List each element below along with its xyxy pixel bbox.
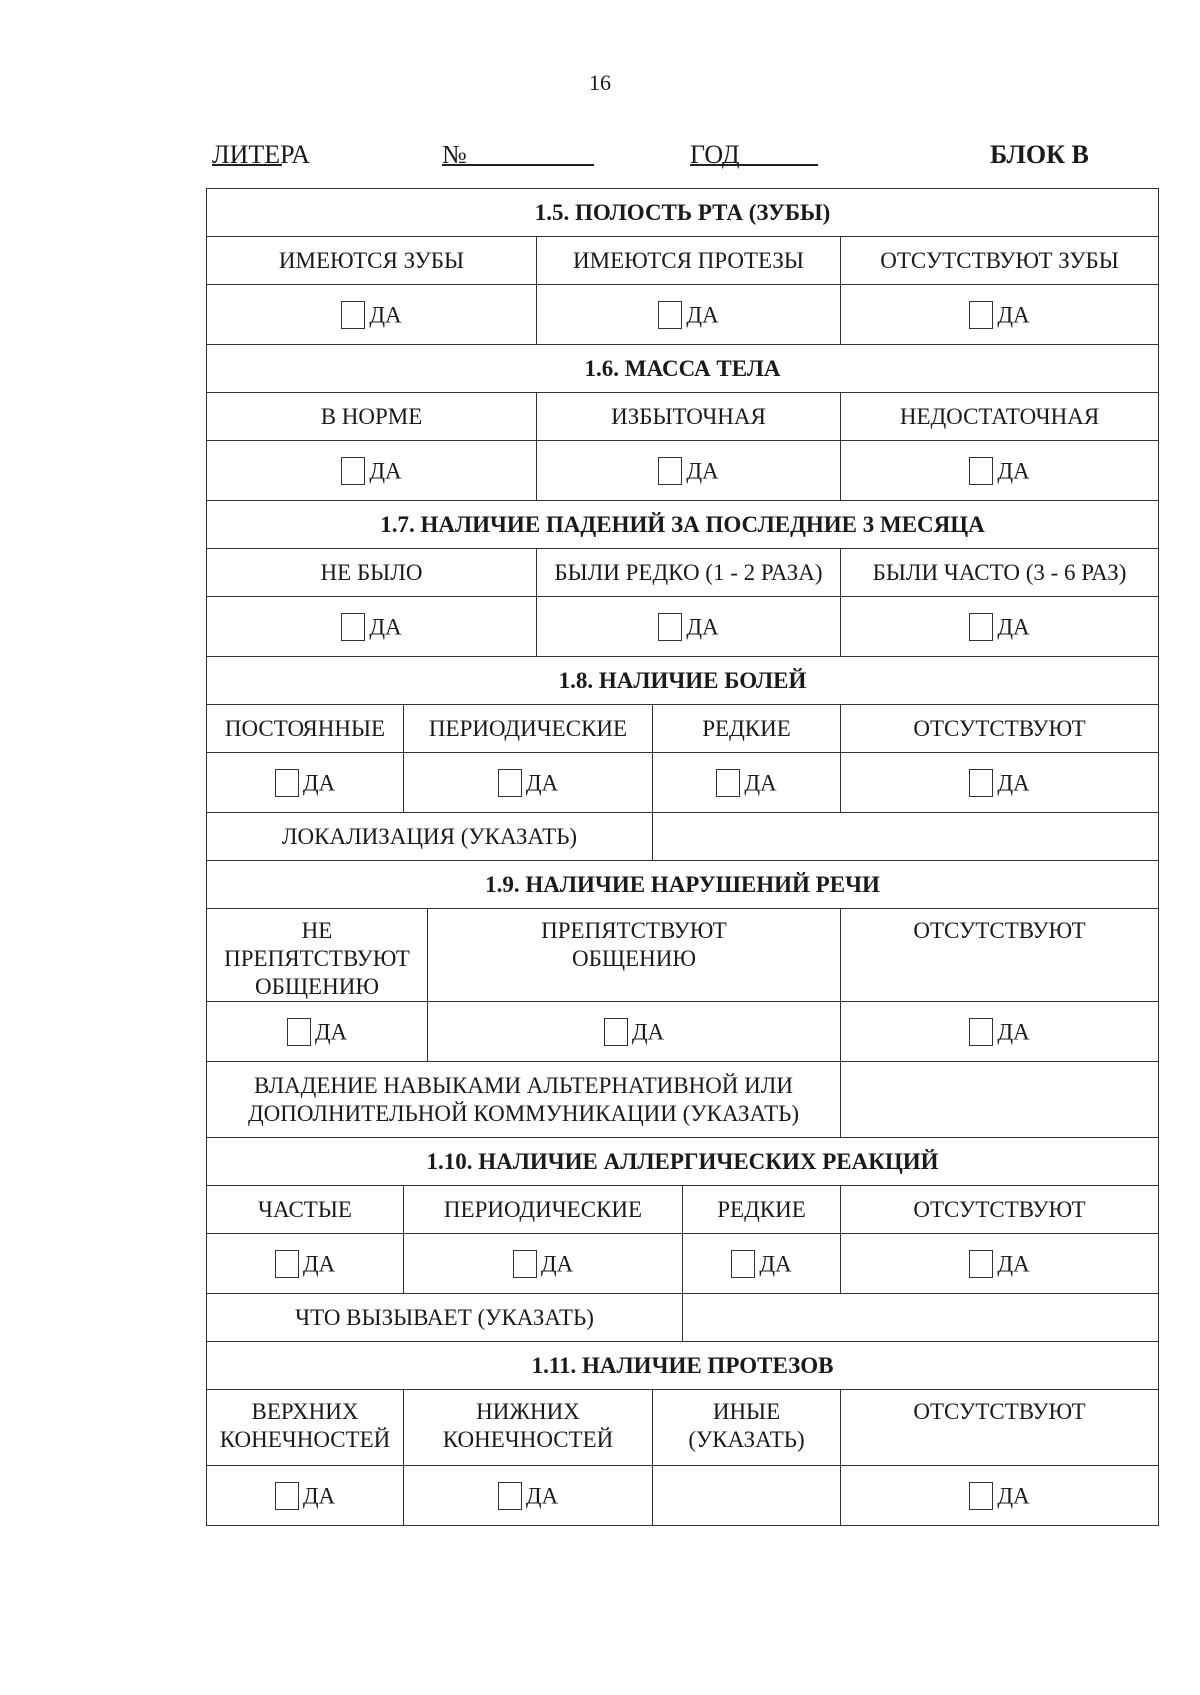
checkbox[interactable] bbox=[969, 613, 993, 641]
checkbox-label: ДА bbox=[686, 302, 719, 328]
option-pain-periodic: ПЕРИОДИЧЕСКИЕ bbox=[404, 705, 653, 753]
checkbox-cell bbox=[404, 1234, 683, 1294]
option-line: ПРЕПЯТСТВУЮТ bbox=[541, 918, 727, 943]
checkbox-label: ДА bbox=[686, 614, 719, 640]
option-pain-absent: ОТСУТСТВУЮТ bbox=[841, 705, 1159, 753]
checkbox[interactable] bbox=[969, 1018, 993, 1046]
checkbox-cell bbox=[841, 597, 1159, 657]
checkbox-label: ДА bbox=[369, 302, 402, 328]
checkbox[interactable] bbox=[658, 613, 682, 641]
pain-localization-label: ЛОКАЛИЗАЦИЯ (УКАЗАТЬ) bbox=[207, 813, 653, 861]
checkbox[interactable] bbox=[275, 1250, 299, 1278]
section-1-8-title: 1.8. НАЛИЧИЕ БОЛЕЙ bbox=[207, 657, 1159, 705]
option-line: ОТСУТСТВУЮТ bbox=[913, 1399, 1086, 1424]
checkbox[interactable] bbox=[969, 769, 993, 797]
checkbox-label: ДА bbox=[314, 1019, 348, 1045]
checkbox-cell bbox=[841, 1002, 1159, 1062]
checkbox[interactable] bbox=[969, 1250, 993, 1278]
checkbox[interactable] bbox=[658, 301, 682, 329]
checkbox-cell bbox=[207, 441, 537, 501]
option-line: ИНЫЕ (УКАЗАТЬ) bbox=[688, 1399, 805, 1452]
checkbox-cell bbox=[207, 753, 404, 813]
checkbox-cell bbox=[207, 285, 537, 345]
checkbox-label: ДА bbox=[525, 770, 559, 796]
checkbox-cell bbox=[841, 1466, 1159, 1526]
option-speech-absent bbox=[841, 909, 1159, 1002]
allergy-cause-field[interactable] bbox=[683, 1294, 1159, 1342]
option-line: ОТСУТСТВУЮТ bbox=[913, 918, 1086, 943]
checkbox[interactable] bbox=[513, 1250, 537, 1278]
checkbox[interactable] bbox=[604, 1018, 628, 1046]
checkbox-label: ДА bbox=[997, 1483, 1030, 1509]
option-pain-rare: РЕДКИЕ bbox=[653, 705, 841, 753]
checkbox-label: ДА bbox=[759, 1251, 792, 1277]
checkbox-label: ДА bbox=[997, 1251, 1030, 1277]
checkbox[interactable] bbox=[658, 457, 682, 485]
checkbox[interactable] bbox=[498, 769, 522, 797]
option-allergy-absent: ОТСУТСТВУЮТ bbox=[841, 1186, 1159, 1234]
checkbox-label: ДА bbox=[369, 614, 402, 640]
option-allergy-frequent: ЧАСТЫЕ bbox=[207, 1186, 404, 1234]
alt-communication-field[interactable] bbox=[841, 1062, 1159, 1138]
section-1-9-title: 1.9. НАЛИЧИЕ НАРУШЕНИЙ РЕЧИ bbox=[207, 861, 1159, 909]
pain-localization-field[interactable] bbox=[653, 813, 1159, 861]
checkbox-label: ДА bbox=[686, 458, 719, 484]
checkbox-label: ДА bbox=[369, 458, 402, 484]
prosthesis-other-field[interactable] bbox=[653, 1466, 841, 1526]
checkbox[interactable] bbox=[731, 1250, 755, 1278]
option-weight-normal: В НОРМЕ bbox=[207, 393, 537, 441]
option-falls-frequent: БЫЛИ ЧАСТО (3 - 6 РАЗ) bbox=[841, 549, 1159, 597]
option-falls-rare: БЫЛИ РЕДКО (1 - 2 РАЗА) bbox=[537, 549, 841, 597]
checkbox-label: ДА bbox=[997, 302, 1030, 328]
option-line: ОБЩЕНИЮ bbox=[572, 946, 696, 971]
section-1-7-title: 1.7. НАЛИЧИЕ ПАДЕНИЙ ЗА ПОСЛЕДНИЕ 3 МЕСЯЦА bbox=[207, 501, 1159, 549]
checkbox-label: ДА bbox=[997, 614, 1030, 640]
checkbox-label: ДА bbox=[302, 770, 336, 796]
checkbox-label: ДА bbox=[302, 1251, 336, 1277]
checkbox[interactable] bbox=[969, 457, 993, 485]
page-number: 16 bbox=[589, 70, 611, 95]
option-line: НИЖНИХ bbox=[476, 1399, 580, 1424]
checkbox-label: ДА bbox=[997, 1019, 1030, 1045]
checkbox-cell bbox=[428, 1002, 841, 1062]
section-1-5-title: 1.5. ПОЛОСТЬ РТА (ЗУБЫ) bbox=[207, 189, 1159, 237]
option-falls-none: НЕ БЫЛО bbox=[207, 549, 537, 597]
section-1-10-title: 1.10. НАЛИЧИЕ АЛЛЕРГИЧЕСКИХ РЕАКЦИЙ bbox=[207, 1138, 1159, 1186]
checkbox[interactable] bbox=[341, 457, 365, 485]
checkbox-cell bbox=[537, 441, 841, 501]
checkbox[interactable] bbox=[969, 1482, 993, 1510]
form-header bbox=[0, 140, 1200, 180]
option-line: ОБЩЕНИЮ bbox=[255, 974, 379, 999]
checkbox-label: ДА bbox=[997, 770, 1030, 796]
option-prosthesis-upper bbox=[207, 1390, 404, 1466]
option-line: КОНЕЧНОСТЕЙ bbox=[219, 1427, 391, 1452]
checkbox-cell bbox=[207, 1002, 428, 1062]
checkbox[interactable] bbox=[341, 613, 365, 641]
checkbox[interactable] bbox=[498, 1482, 522, 1510]
checkbox[interactable] bbox=[287, 1018, 311, 1046]
year-field[interactable] bbox=[690, 140, 818, 166]
checkbox-cell bbox=[653, 753, 841, 813]
number-field[interactable] bbox=[442, 140, 594, 166]
option-line: ВЛАДЕНИЕ НАВЫКАМИ АЛЬТЕРНАТИВНОЙ ИЛИ bbox=[254, 1072, 793, 1098]
checkbox-label: ДА bbox=[631, 1019, 665, 1045]
checkbox-label: ДА bbox=[302, 1483, 336, 1509]
checkbox-label: ДА bbox=[525, 1483, 559, 1509]
checkbox-cell bbox=[207, 1234, 404, 1294]
checkbox[interactable] bbox=[341, 301, 365, 329]
option-prosthesis-lower bbox=[404, 1390, 653, 1466]
checkbox-cell bbox=[207, 597, 537, 657]
option-weight-deficit: НЕДОСТАТОЧНАЯ bbox=[841, 393, 1159, 441]
checkbox-label: ДА bbox=[744, 770, 777, 796]
assessment-form-table bbox=[206, 188, 1159, 1526]
checkbox-cell bbox=[683, 1234, 841, 1294]
checkbox-cell bbox=[537, 285, 841, 345]
checkbox-cell bbox=[404, 1466, 653, 1526]
option-allergy-rare: РЕДКИЕ bbox=[683, 1186, 841, 1234]
checkbox-cell bbox=[207, 1466, 404, 1526]
option-line: ДОПОЛНИТЕЛЬНОЙ КОММУНИКАЦИИ (УКАЗАТЬ) bbox=[247, 1100, 800, 1126]
checkbox-cell bbox=[404, 753, 653, 813]
number-label: № bbox=[442, 140, 467, 169]
checkbox-cell bbox=[841, 1234, 1159, 1294]
option-pain-constant: ПОСТОЯННЫЕ bbox=[207, 705, 404, 753]
block-label: БЛОК В bbox=[990, 140, 1089, 169]
option-teeth-present: ИМЕЮТСЯ ЗУБЫ bbox=[207, 237, 537, 285]
year-label: ГОД bbox=[690, 140, 740, 169]
option-prosthesis-other bbox=[653, 1390, 841, 1466]
alt-communication-label bbox=[207, 1062, 841, 1138]
checkbox[interactable] bbox=[275, 1482, 299, 1510]
checkbox-cell bbox=[537, 597, 841, 657]
allergy-cause-label: ЧТО ВЫЗЫВАЕТ (УКАЗАТЬ) bbox=[207, 1294, 683, 1342]
option-line: НЕ ПРЕПЯТСТВУЮТ bbox=[224, 918, 410, 971]
checkbox-cell bbox=[841, 285, 1159, 345]
checkbox-label: ДА bbox=[997, 458, 1030, 484]
checkbox[interactable] bbox=[716, 769, 740, 797]
checkbox[interactable] bbox=[275, 769, 299, 797]
checkbox-cell bbox=[841, 441, 1159, 501]
option-allergy-periodic: ПЕРИОДИЧЕСКИЕ bbox=[404, 1186, 683, 1234]
checkbox-label: ДА bbox=[540, 1251, 574, 1277]
option-line: КОНЕЧНОСТЕЙ bbox=[442, 1427, 614, 1452]
option-prosthesis-absent bbox=[841, 1390, 1159, 1466]
option-speech-hinder bbox=[428, 909, 841, 1002]
option-line: ВЕРХНИХ bbox=[251, 1399, 359, 1424]
option-teeth-absent: ОТСУТСТВУЮТ ЗУБЫ bbox=[841, 237, 1159, 285]
litera-label: ЛИТЕРА bbox=[212, 140, 311, 169]
option-dentures-present: ИМЕЮТСЯ ПРОТЕЗЫ bbox=[537, 237, 841, 285]
option-weight-excess: ИЗБЫТОЧНАЯ bbox=[537, 393, 841, 441]
checkbox-cell bbox=[841, 753, 1159, 813]
section-1-6-title: 1.6. МАССА ТЕЛА bbox=[207, 345, 1159, 393]
checkbox[interactable] bbox=[969, 301, 993, 329]
option-speech-not-hinder bbox=[207, 909, 428, 1002]
section-1-11-title: 1.11. НАЛИЧИЕ ПРОТЕЗОВ bbox=[207, 1342, 1159, 1390]
litera-field[interactable] bbox=[212, 140, 282, 166]
